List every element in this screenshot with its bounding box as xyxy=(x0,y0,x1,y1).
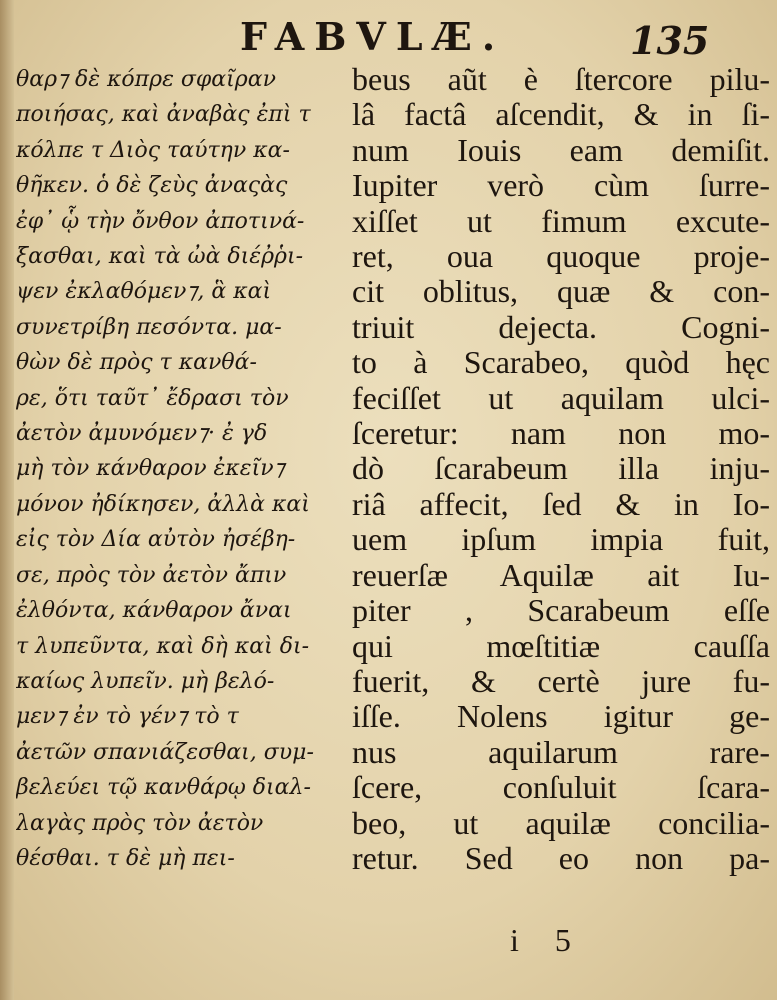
greek-line: ξασθαι, καὶ τὰ ὠὰ διέῤῥι- xyxy=(16,244,304,270)
latin-line: num Iouis eam demiſit. xyxy=(352,132,770,168)
greek-text-column xyxy=(16,62,336,876)
page-gutter xyxy=(0,0,14,1000)
greek-line: ἀετῶν σπανιάζεσθαι, συμ- xyxy=(16,739,314,765)
latin-line: fuerit, & certè jure fu- xyxy=(352,663,770,699)
running-head: FABVLÆ. xyxy=(240,14,506,59)
latin-line: nus aquilarum rare- xyxy=(352,734,770,770)
greek-line: μόνον ἠδίκησεν, ἀλλὰ καὶ xyxy=(16,491,310,517)
latin-line: uem ipſum impia fuit, xyxy=(352,522,770,558)
greek-line: θῆκεν. ὁ δὲ ζεὺς ἀναςὰς xyxy=(16,173,288,199)
latin-line: retur. Sed eo non pa- xyxy=(352,840,770,876)
greek-line: συνετρίβη πεσόντα. μα- xyxy=(16,314,282,340)
greek-line: βελεύει τῷ κανθάρῳ διαλ- xyxy=(16,775,311,801)
greek-line: σε, πρὸς τὸν ἀετὸν ἄπιν xyxy=(16,562,287,588)
latin-line: to à Scarabeo, quòd hęc xyxy=(352,345,770,381)
greek-line: λαγὰς πρὸς τὸν ἀετὸν xyxy=(16,810,264,836)
latin-line: ſceretur: nam non mo- xyxy=(352,416,770,452)
latin-line: feciſſet ut aquilam ulci- xyxy=(352,380,770,416)
greek-line: εἰς τὸν Δία αὐτὸν ἠσέβη- xyxy=(16,527,296,553)
latin-line: Iupiter verò cùm ſurre- xyxy=(352,168,770,204)
latin-line: lâ factâ aſcendit, & in ſi- xyxy=(352,97,770,133)
latin-line: ret, oua quoque proje- xyxy=(352,239,770,275)
greek-line: ἐλθόντα, κάνθαρον ἄναι xyxy=(16,598,292,624)
latin-text-column xyxy=(352,62,770,876)
latin-line: reuerſæ Aquilæ ait Iu- xyxy=(352,557,770,593)
latin-line: piter , Scarabeum eſſe xyxy=(352,593,770,629)
latin-line: triuit dejecta. Cogni- xyxy=(352,309,770,345)
latin-line: qui mœſtitiæ cauſſa xyxy=(352,628,770,664)
greek-line: ἀετὸν ἀμυνόμεν⁊· ἐ γδ xyxy=(16,421,268,447)
greek-line: καίως λυπεῖν. μὴ βελό- xyxy=(16,668,275,694)
latin-line: riâ affecit, ſed & in Io- xyxy=(352,486,770,522)
greek-line: ρε, ὅτι ταῦτ᾽ ἔδρασι τὸν xyxy=(16,385,289,411)
greek-line: μὴ τὸν κάνθαρον ἐκεῖν⁊ xyxy=(16,456,285,482)
latin-line: xiſſet ut fimum excute- xyxy=(352,203,770,239)
greek-line: θὼν δὲ πρὸς τ κανθά- xyxy=(16,350,257,376)
greek-line: τ λυπεῦντα, καὶ δὴ καὶ δι- xyxy=(16,633,310,659)
greek-line: ψεν ἐκλαθόμεν⁊, ἃ καὶ xyxy=(16,279,272,305)
latin-line: beo, ut aquilæ concilia- xyxy=(352,805,770,841)
greek-line: κόλπε τ Διὸς ταύτην κα- xyxy=(16,137,290,163)
greek-line: ἐφ᾽ ᾧ τὴν ὄνθον ἀποτινά- xyxy=(16,208,305,234)
latin-line: beus aũt è ſtercore pilu- xyxy=(352,62,770,97)
greek-line: ποιήσας, καὶ ἀναβὰς ἐπὶ τ xyxy=(16,102,311,128)
latin-line: cit oblitus, quæ & con- xyxy=(352,274,770,310)
latin-line: dò ſcarabeum illa inju- xyxy=(352,451,770,487)
greek-line: θέσθαι. τ δὲ μὴ πει- xyxy=(16,845,235,871)
page-number: 135 xyxy=(630,18,710,63)
signature-mark: i 5 xyxy=(510,922,585,958)
greek-line: θαρ⁊ δὲ κόπρε σφαῖραν xyxy=(16,67,276,92)
latin-line: iſſe. Nolens igitur ge- xyxy=(352,699,770,735)
greek-line: μεν⁊ ἐν τὸ γέν⁊ τὸ τ xyxy=(16,704,239,730)
latin-line: ſcere, conſuluit ſcara- xyxy=(352,770,770,806)
